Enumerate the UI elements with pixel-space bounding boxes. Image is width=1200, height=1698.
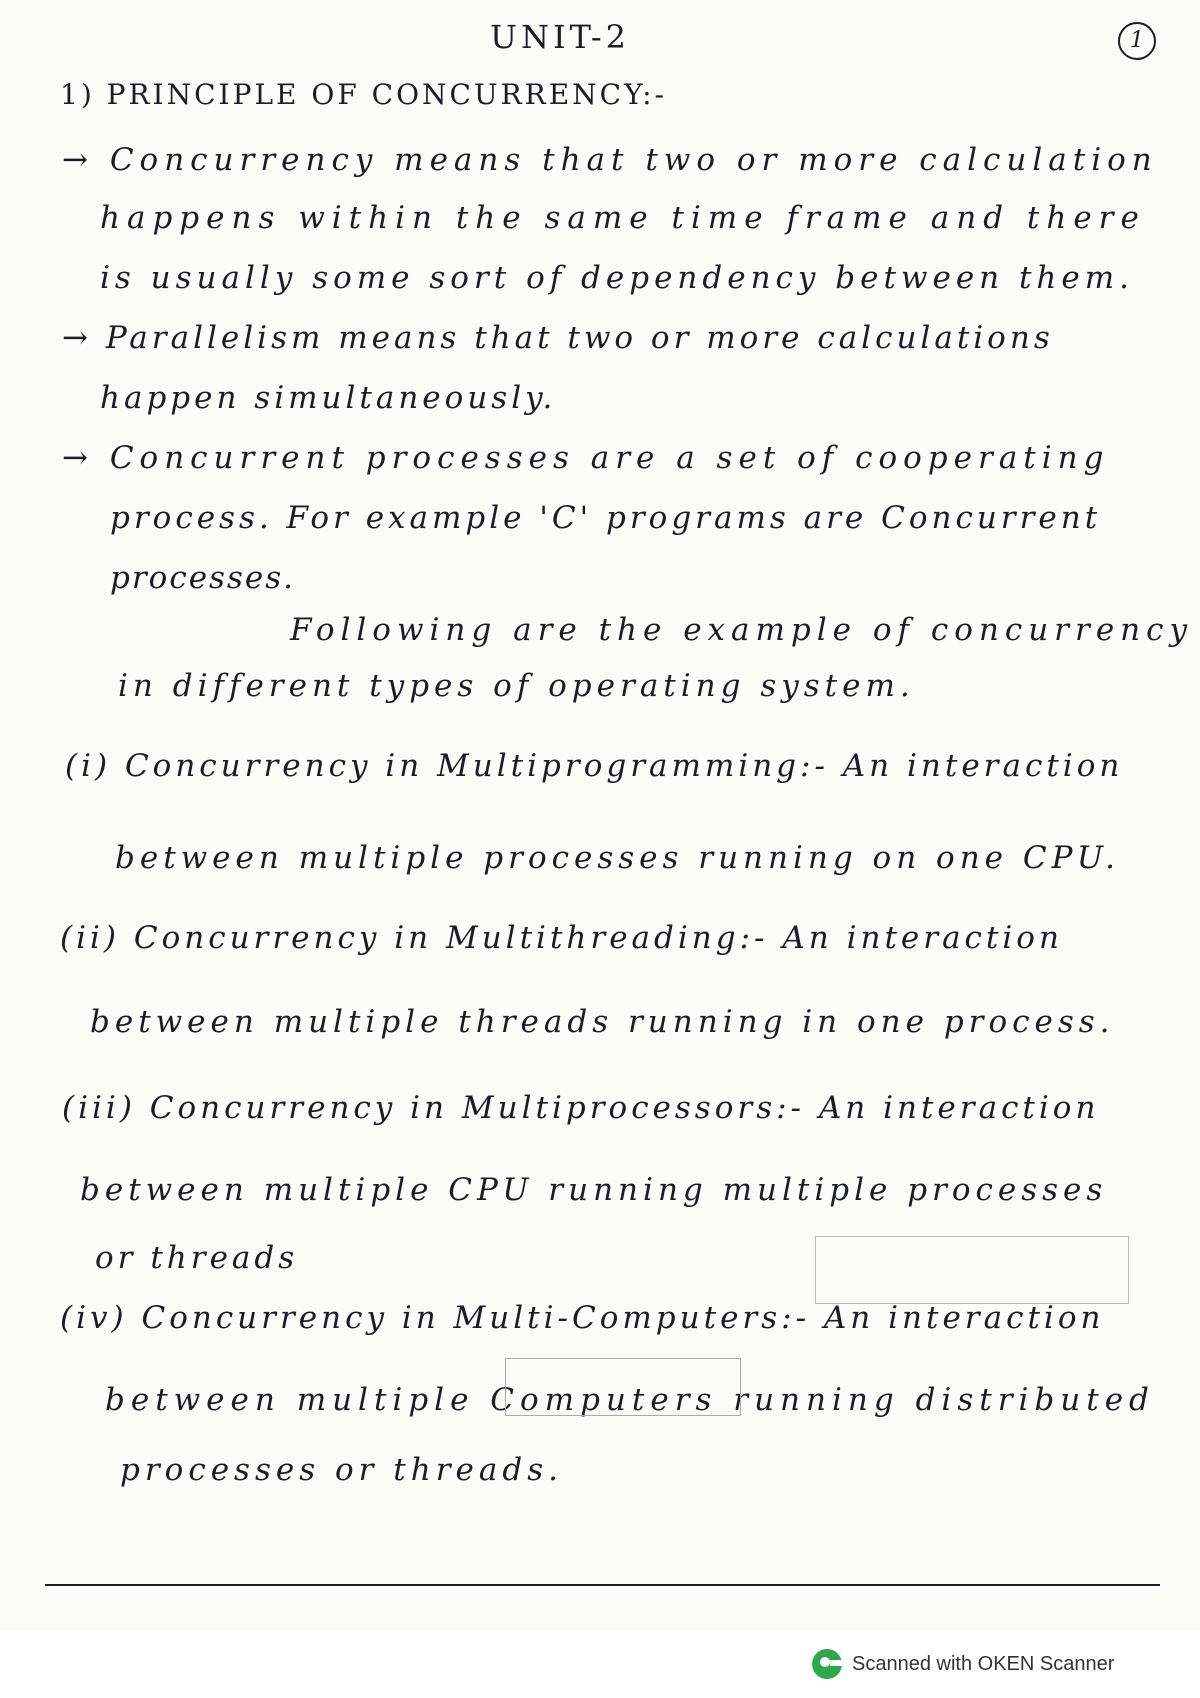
text-line: Following are the example of concurrency [290,612,1194,648]
text-line: process. For example 'C' programs are Concurrent [110,500,1102,536]
text-line: between multiple Computers running distributed [105,1382,1155,1418]
scanner-watermark [812,1648,1114,1680]
text-line: is usually some sort of dependency between them. [100,260,1134,296]
text-line: between multiple CPU running multiple processes [80,1172,1108,1208]
bleed-through-box [505,1358,741,1416]
bleed-through-box [815,1236,1129,1304]
bottom-rule [45,1584,1160,1586]
text-line: (ii) Concurrency in Multithreading:- An interaction [60,920,1063,956]
text-line: between multiple threads running in one process. [90,1004,1115,1040]
oken-scanner-logo-icon [812,1649,842,1679]
text-line: (iii) Concurrency in Multiprocessors:- An interaction [62,1090,1100,1126]
page-number: 1 [1118,22,1156,60]
text-line: processes or threads. [120,1452,563,1488]
text-line: (iv) Concurrency in Multi-Computers:- An interaction [60,1300,1105,1336]
text-line: happen simultaneously. [100,380,557,416]
text-line: → Concurrency means that two or more calculation [62,142,1158,178]
text-line: or threads [95,1240,299,1276]
scanner-label: Scanned with OKEN Scanner [852,1652,1115,1675]
text-line: (i) Concurrency in Multiprogramming:- An interaction [65,748,1124,784]
text-line: processes. [110,560,295,596]
text-line: happens within the same time frame and there [100,200,1146,236]
page-title: UNIT-2 [490,18,630,56]
text-line: → Parallelism means that two or more calculations [62,320,1054,356]
heading: 1) PRINCIPLE OF CONCURRENCY:- [60,78,668,111]
text-line: in different types of operating system. [118,668,915,704]
text-line: → Concurrent processes are a set of cooperating [62,440,1110,476]
text-line: between multiple processes running on one CPU. [115,840,1121,876]
